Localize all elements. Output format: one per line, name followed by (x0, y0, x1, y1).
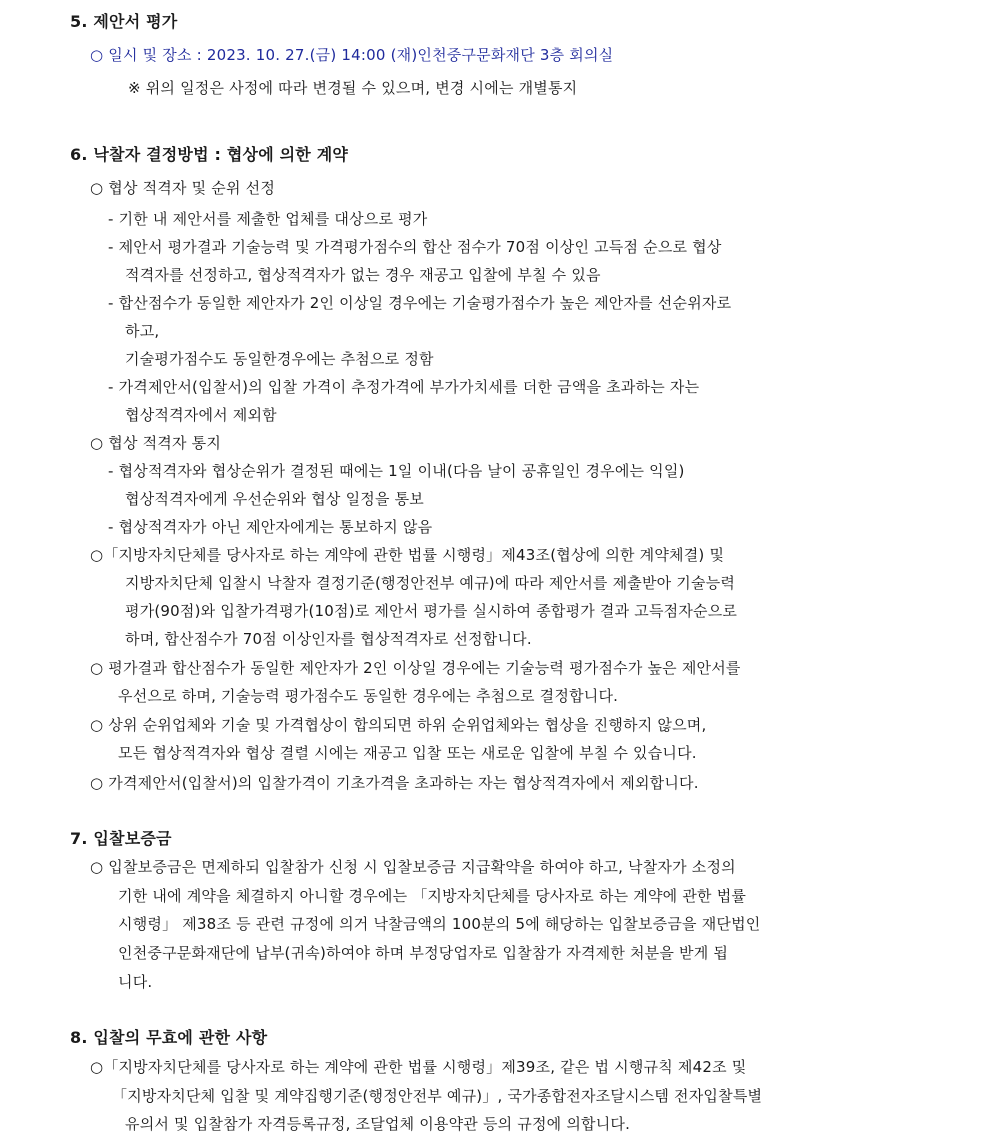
s6-line-6: 하고, (125, 322, 160, 340)
s7-line-2: 기한 내에 계약을 체결하지 아니할 경우에는 「지방자치단체를 당사자로 하는 계약에 관한 법률 (118, 887, 747, 905)
s6-line-21: 모든 협상적격자와 협상 결렬 시에는 재공고 입찰 또는 새로운 입찰에 부칠 수 있습니다. (118, 744, 697, 762)
s7-line-1: ○ 입찰보증금은 면제하되 입찰참가 신청 시 입찰보증금 지급확약을 하여야 하고, 낙찰자가 소정의 (90, 858, 736, 876)
s6-line-1: ○ 협상 적격자 및 순위 선정 (90, 179, 276, 197)
schedule-line: ○ 일시 및 장소 : 2023. 10. 27.(금) 14:00 (재)인천중구문화재단 3층 회의실 (90, 46, 614, 64)
s8-line-3: 유의서 및 입찰참가 자격등록규정, 조달업체 이용약관 등의 규정에 의합니다. (125, 1115, 631, 1133)
s8-line-2: 「지방자치단체 입찰 및 계약집행기준(행정안전부 예규)」, 국가종합전자조달시스템 전자입찰특별 (112, 1087, 763, 1105)
s7-line-3: 시행령」 제38조 등 관련 규정에 의거 낙찰금액의 100분의 5에 해당하는 입찰보증금을 재단법인 (118, 915, 761, 933)
section-6-heading: 6. 낙찰자 결정방법 : 협상에 의한 계약 (70, 145, 349, 164)
s8-line-1: ○「지방자치단체를 당사자로 하는 계약에 관한 법률 시행령」제39조, 같은 법 시행규칙 제42조 및 (90, 1058, 747, 1076)
s6-line-4: 적격자를 선정하고, 협상적격자가 없는 경우 재공고 입찰에 부칠 수 있음 (125, 266, 601, 284)
section-5-heading: 5. 제안서 평가 (70, 12, 178, 31)
s6-line-13: - 협상적격자가 아닌 제안자에게는 통보하지 않음 (108, 518, 433, 536)
s6-line-8: - 가격제안서(입찰서)의 입찰 가격이 추정가격에 부가가치세를 더한 금액을 초과하는 자는 (108, 378, 700, 396)
schedule-note: ※ 위의 일정은 사정에 따라 변경될 수 있으며, 변경 시에는 개별통지 (128, 79, 578, 97)
s6-line-17: 하며, 합산점수가 70점 이상인자를 협상적격자로 선정합니다. (125, 630, 532, 648)
s6-line-3: - 제안서 평가결과 기술능력 및 가격평가점수의 합산 점수가 70점 이상인 고득점 순으로 협상 (108, 238, 722, 256)
s6-line-22: ○ 가격제안서(입찰서)의 입찰가격이 기초가격을 초과하는 자는 협상적격자에서 제외합니다. (90, 774, 699, 792)
s6-line-2: - 기한 내 제안서를 제출한 업체를 대상으로 평가 (108, 210, 428, 228)
s6-line-10: ○ 협상 적격자 통지 (90, 434, 222, 452)
s6-line-16: 평가(90점)와 입찰가격평가(10점)로 제안서 평가를 실시하여 종합평가 결과 고득점자순으로 (125, 602, 738, 620)
s6-line-14: ○「지방자치단체를 당사자로 하는 계약에 관한 법률 시행령」제43조(협상에 의한 계약체결) 및 (90, 546, 725, 564)
s6-line-12: 협상적격자에게 우선순위와 협상 일정을 통보 (125, 490, 424, 508)
s7-line-5: 니다. (118, 973, 153, 991)
s6-line-11: - 협상적격자와 협상순위가 결정된 때에는 1일 이내(다음 날이 공휴일인 경우에는 익일) (108, 462, 685, 480)
section-7-heading: 7. 입찰보증금 (70, 829, 172, 848)
s6-line-18: ○ 평가결과 합산점수가 동일한 제안자가 2인 이상일 경우에는 기술능력 평가점수가 높은 제안서를 (90, 659, 741, 677)
s7-line-4: 인천중구문화재단에 납부(귀속)하여야 하며 부정당업자로 입찰참가 자격제한 처분을 받게 됩 (118, 944, 729, 962)
s6-line-5: - 합산점수가 동일한 제안자가 2인 이상일 경우에는 기술평가점수가 높은 제안자를 선순위자로 (108, 294, 732, 312)
s6-line-15: 지방자치단체 입찰시 낙찰자 결정기준(행정안전부 예규)에 따라 제안서를 제출받아 기술능력 (125, 574, 736, 592)
section-8-heading: 8. 입찰의 무효에 관한 사항 (70, 1028, 268, 1047)
s6-line-19: 우선으로 하며, 기술능력 평가점수도 동일한 경우에는 추첨으로 결정합니다. (118, 687, 619, 705)
s6-line-7: 기술평가점수도 동일한경우에는 추첨으로 정함 (125, 350, 434, 368)
s6-line-9: 협상적격자에서 제외함 (125, 406, 277, 424)
s6-line-20: ○ 상위 순위업체와 기술 및 가격협상이 합의되면 하위 순위업체와는 협상을 진행하지 않으며, (90, 716, 707, 734)
